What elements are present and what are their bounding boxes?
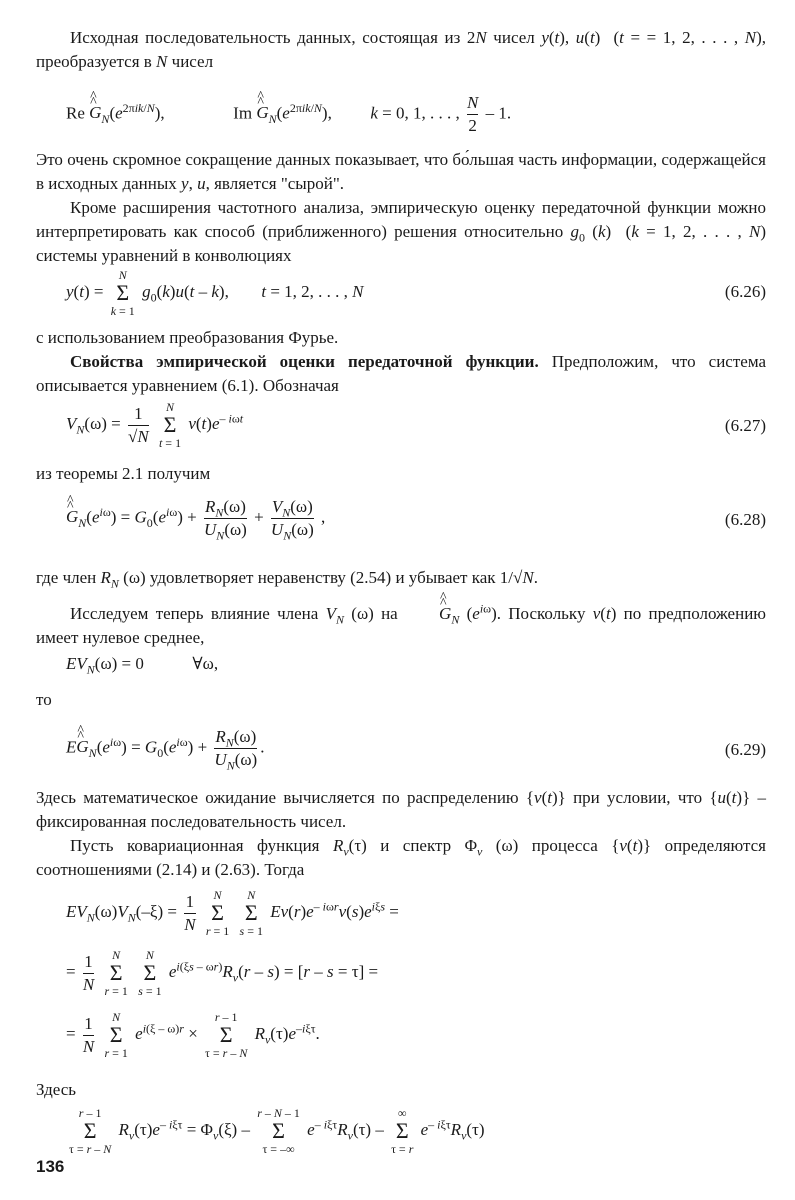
equation-number-6-27: (6.27) xyxy=(724,416,766,435)
equation-zero-mean: $EV_N(\omega) = 0$ ∀ω, xyxy=(66,654,219,677)
paragraph-8: Исследуем теперь влияние члена $V_N$ (ω) на ^ G $\^{}_N$ $(e^{i\omega})$. Поскольку v(t) по предположению имеет нулевое среднее, xyxy=(36,602,766,650)
equation-number-6-28: (6.28) xyxy=(724,510,766,529)
paragraph-4: с использованием преобразования Фурье. xyxy=(36,328,339,347)
equation-number-6-29: (6.29) xyxy=(724,740,766,759)
paragraph-1: Исходная последовательность данных, состоящая из 2N чисел y(t), u(t) (t = = 1, 2, . . . , N), преобразуется в N чисел xyxy=(36,28,766,71)
paragraph-5: Свойства эмпирической оценки передаточной функции. Предположим, что система описывается уравнением (6.1). Обозначая xyxy=(36,352,767,395)
paragraph-10: Здесь математическое ожидание вычисляется по распределению {v(t)} при условии, что {u(t)} – фиксированная последовательность чисел. xyxy=(36,788,766,831)
equation-covariance-1: $EV_N(\omega)V_N(-\xi)$ = $\frac{1}{N}$ N Σ r = 1 N Σ s = 1 $Ev(r)e^{- i\omega r}v(s)e^{i\xi s}$ = xyxy=(66,888,399,938)
equation-6-26: y(t) = N Σ k = 1 $g_0(k)u(t - k)$, t = 1, 2, . . . , N xyxy=(66,268,364,318)
equation-number-6-26: (6.26) xyxy=(724,282,766,301)
paragraph-3: Кроме расширения частотного анализа, эмпирическую оценку передаточной функции можно интерпретировать как способ (приближенного) решения относительно $g_0$ (k) (k = 1, 2, . . . , N) системы уравнений в конволюциях xyxy=(36,198,766,265)
equation-6-28: ^ G $\^{}_N(e^{i\omega}) = G_0(e^{i\omega})$ + $\frac{R_N(\omega)}{U_N(\omega)}$ + $\frac{V_N(\omega)}{U_N(\omega)}$ , xyxy=(66,496,325,541)
equation-6-27: $V_N(\omega)$ = $\frac{1}{√N}$ N Σ t = 1 $v(t)e^{- i\omega t}$ xyxy=(66,400,244,450)
paragraph-2: Это очень скромное сокращение данных показывает, что бо́льшая часть информации, содержащейся в исходных данных y, u, является "сырой". xyxy=(36,150,766,193)
paragraph-6: из теоремы 2.1 получим xyxy=(36,464,211,483)
paragraph-7: где член $R_N$ (ω) удовлетворяет неравенству (2.54) и убывает как 1/√N. xyxy=(36,568,538,591)
equation-covariance-2: = $\frac{1}{N}$ N Σ r = 1 N Σ s = 1 $e^{i(\xi s - \omega r)}R_v(r - s) = [r - s = \tau]$ = xyxy=(66,948,379,998)
equation-re-im: Re ^ G $\^{}_N(e^{2\pi ik/N})$, Im ^ G $\^{}_N(e^{2\pi ik/N})$, k = 0, 1, . . . , $\frac{N}{2}$ – 1. xyxy=(66,92,511,137)
equation-spectrum-split: r – 1 Σ τ = r – N $R_v(\tau)e^{- i\xi\tau} = \Phi_v(\xi)$ – r – N – 1 Σ τ = –∞ $e^{- i\xi\tau}R_v(\tau)$ – ∞ Σ τ = r $e^{- i\xi\tau}R_v(\tau)$ xyxy=(69,1106,485,1156)
paragraph-11: Пусть ковариационная функция $R_v(\tau)$ и спектр $\Phi_v$ (ω) процесса {v(t)} определяются соотношениями (2.14) и (2.63). Тогда xyxy=(36,836,766,879)
equation-covariance-3: = $\frac{1}{N}$ N Σ r = 1 $e^{i(\xi - \omega)r}$ × r – 1 Σ τ = r – N $R_v(\tau)e^{-i\xi\tau}$. xyxy=(66,1010,320,1060)
paragraph-9: то xyxy=(36,690,52,709)
page-number: 136 xyxy=(36,1157,65,1176)
equation-6-29: E^ G $\^{}_N(e^{i\omega}) = G_0(e^{i\omega})$ + $\frac{R_N(\omega)}{U_N(\omega)}$ . xyxy=(66,726,264,771)
paragraph-12: Здесь xyxy=(36,1080,77,1099)
